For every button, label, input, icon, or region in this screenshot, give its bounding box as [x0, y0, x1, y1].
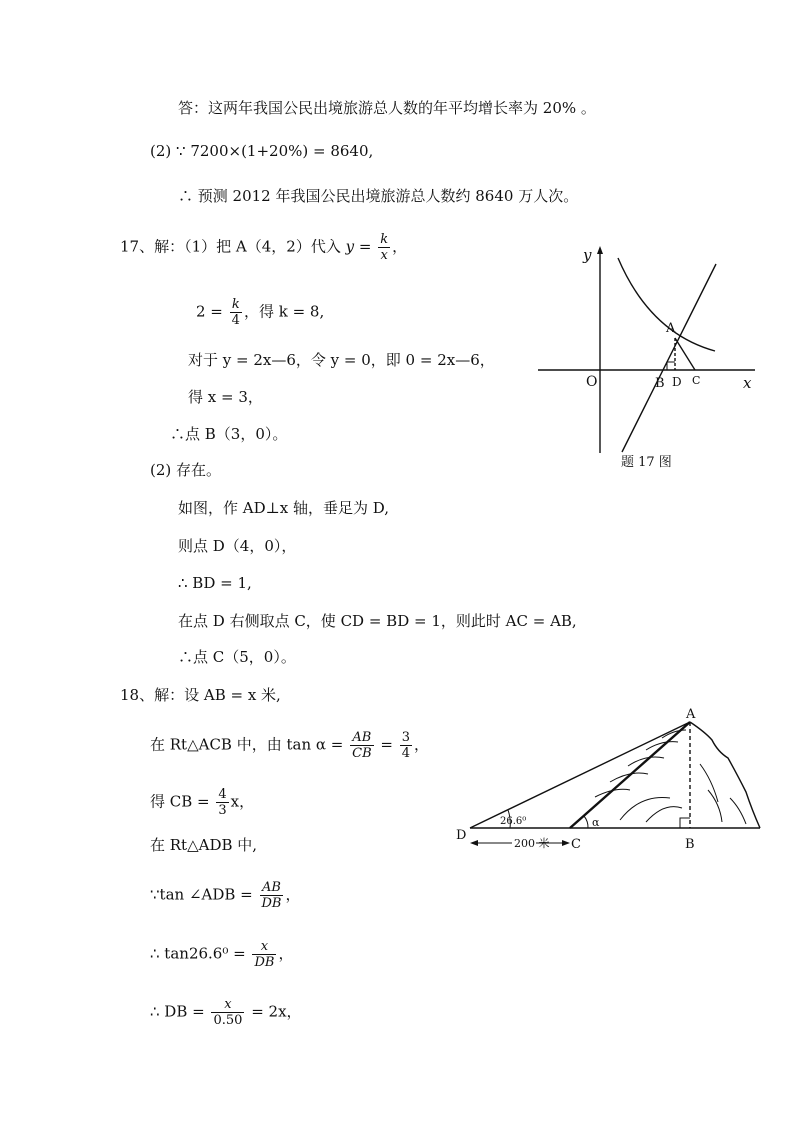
- p18-line3: [150, 787, 254, 818]
- label-B: B: [685, 837, 695, 852]
- p17-line5: ∴点 B（3，0）。: [170, 425, 288, 443]
- label-y: y: [583, 246, 592, 264]
- p18-frac-4-over-3: [216, 787, 228, 818]
- p18-frac-AB-over-CB: [350, 730, 374, 761]
- p17-part2-l1: 如图，作 AD⊥x 轴，垂足为 D,: [178, 499, 389, 517]
- frac-num: x: [252, 939, 276, 955]
- angle-arc-C: [584, 816, 588, 828]
- alpha-label: α: [592, 816, 600, 829]
- right-angle-mark: [680, 818, 690, 828]
- p17-line4: 得 x = 3，: [188, 388, 263, 406]
- p18-line2-comma: ，: [414, 735, 430, 754]
- p17-eq-sign: =: [354, 237, 377, 256]
- hyperbola-curve: [618, 258, 715, 351]
- p17-line2-post: ，得 k = 8,: [243, 302, 325, 321]
- p17-frac-k-over-x: [378, 232, 390, 263]
- hatch: [730, 798, 746, 824]
- p18-frac-3-over-4: [400, 730, 412, 761]
- figure-17: [530, 238, 770, 473]
- label-B: B: [655, 376, 665, 391]
- p18-frac-AB-over-DB: [260, 880, 284, 911]
- p16-part2-prediction: ∴ 预测 2012 年我国公民出境旅游总人数约 8640 万人次。: [178, 187, 579, 205]
- p18-line6-comma: ，: [278, 944, 294, 963]
- label-A: A: [666, 321, 676, 336]
- p18-line4: 在 Rt△ADB 中,: [150, 836, 258, 854]
- frac-num: 3: [401, 730, 411, 745]
- p17-part2-l5: ∴点 C（5，0）。: [178, 648, 296, 666]
- p18-head: 18、解：设 AB = x 米,: [120, 686, 281, 704]
- frac-num: AB: [260, 880, 284, 896]
- hatch: [595, 789, 630, 797]
- p18-line5-pre: ∵tan ∠ADB =: [150, 885, 258, 904]
- hatch: [708, 790, 722, 822]
- p17-line2: [196, 297, 324, 328]
- frac-den: 3: [218, 803, 227, 818]
- frac-den: x: [380, 248, 388, 263]
- p18-frac-x-over-DB: [252, 939, 276, 970]
- p18-line7: [150, 997, 302, 1028]
- p18-line6-pre: ∴ tan26.6⁰ =: [150, 944, 251, 963]
- p18-line2-eq: =: [375, 735, 398, 754]
- p18-line3-post: x，: [230, 792, 255, 811]
- right-angle-mark: [667, 362, 675, 370]
- frac-den: DB: [254, 955, 275, 970]
- p18-line5: [150, 880, 301, 911]
- p17-line3: 对于 y = 2x—6，令 y = 0，即 0 = 2x—6，: [188, 351, 495, 369]
- p18-line7-pre: ∴ DB =: [150, 1002, 210, 1021]
- figure-17-caption: 题 17 图: [621, 455, 672, 470]
- hatch: [700, 764, 718, 802]
- p17-head-text: 17、解：（1）把 A（4，2）代入: [120, 237, 341, 256]
- angle-label-26-6: 26.6⁰: [500, 816, 527, 827]
- frac-num: x: [211, 997, 244, 1013]
- p17-frac-k-over-4: [230, 297, 242, 328]
- mountain-outline: [690, 722, 760, 828]
- p17-head: [120, 232, 407, 263]
- figure-18: [450, 702, 770, 862]
- p16-part2-calc: (2) ∵ 7200×(1+20%) = 8640,: [150, 142, 374, 160]
- p18-line7-post: = 2x，: [246, 1002, 302, 1021]
- p17-part2-head: (2) 存在。: [150, 461, 222, 479]
- line-CA-slope: [570, 722, 690, 828]
- hatch: [646, 807, 682, 822]
- label-A: A: [686, 707, 696, 722]
- p17-line2-pre: 2 =: [196, 302, 228, 321]
- frac-den: 0.50: [213, 1013, 243, 1028]
- p18-line5-comma: ，: [285, 885, 301, 904]
- frac-num: AB: [350, 730, 374, 746]
- frac-den: 4: [401, 746, 411, 761]
- frac-num: k: [380, 232, 389, 247]
- p17-eq-y: y: [345, 237, 355, 256]
- p18-line3-pre: 得 CB =: [150, 792, 215, 811]
- p18-line2-pre: 在 Rt△ACB 中，由 tan α =: [150, 735, 349, 754]
- frac-num: k: [230, 297, 242, 313]
- p17-part2-l4: 在点 D 右侧取点 C，使 CD = BD = 1，则此时 AC = AB,: [178, 612, 577, 630]
- p18-frac-x-over-050: [211, 997, 244, 1028]
- frac-num: 4: [218, 787, 227, 802]
- label-D: D: [456, 828, 467, 843]
- label-C: C: [692, 374, 701, 387]
- p17-head-comma: ，: [392, 237, 408, 256]
- label-D: D: [672, 375, 682, 389]
- frac-den: CB: [352, 746, 372, 761]
- hatch: [610, 773, 648, 782]
- distance-label: 200 米: [514, 837, 550, 850]
- p18-line2: [150, 730, 429, 761]
- label-C: C: [571, 837, 581, 852]
- frac-den: DB: [261, 896, 282, 911]
- p17-part2-l2: 则点 D（4，0），: [178, 537, 297, 555]
- frac-den: 4: [231, 313, 240, 328]
- dimension-arrow-left: [470, 840, 478, 846]
- y-axis-arrow: [597, 246, 603, 254]
- answer-16: 答：这两年我国公民出境旅游总人数的年平均增长率为 20% 。: [178, 99, 596, 117]
- p18-line6: [150, 939, 293, 970]
- label-x: x: [743, 374, 752, 392]
- p17-part2-l3: ∴ BD = 1,: [178, 574, 252, 592]
- label-O: O: [586, 374, 598, 390]
- dimension-arrow-right: [562, 840, 570, 846]
